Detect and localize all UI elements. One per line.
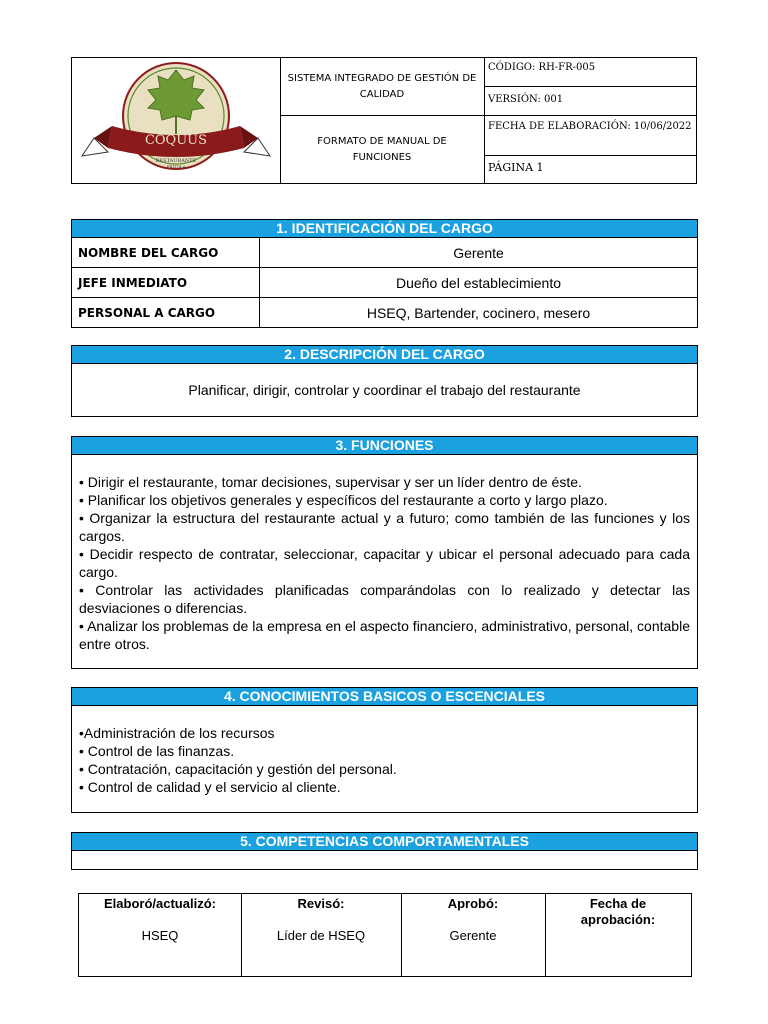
signature-header: Fecha de aprobación: xyxy=(580,896,656,927)
competencies-box xyxy=(71,851,698,870)
logo-cell xyxy=(72,58,281,183)
section4-title: 4. CONOCIMIENTOS BASICOS O ESCENCIALES xyxy=(71,687,698,706)
list-item: • Planificar los objetivos generales y específicos del restaurante a corto y largo plazo. xyxy=(79,492,608,508)
signature-header: Elaboró/actualizó: xyxy=(104,896,216,911)
row-label: NOMBRE DEL CARGO xyxy=(72,238,260,268)
page-number: PÁGINA 1 xyxy=(488,161,544,174)
elaboration-date: FECHA DE ELABORACIÓN: 10/06/2022 xyxy=(484,116,696,156)
signature-value: HSEQ xyxy=(141,928,179,943)
logo-name: COQUUS xyxy=(144,133,208,148)
document-header xyxy=(71,57,697,184)
document-code: CÓDIGO: RH-FR-005 xyxy=(484,58,696,87)
signature-value: Gerente xyxy=(449,928,497,943)
row-label: JEFE INMEDIATO xyxy=(72,268,260,298)
signature-header: Aprobó: xyxy=(447,896,499,911)
list-item: • Contratación, capacitación y gestión del personal. xyxy=(79,761,397,777)
description-text: Planificar, dirigir, controlar y coordinar el trabajo del restaurante xyxy=(188,382,581,398)
logo-subtitle-1: RESTAURANTE xyxy=(155,158,197,164)
list-item: • Dirigir el restaurante, tomar decisiones, supervisar y ser un líder dentro de éste. xyxy=(79,474,582,490)
signature-column xyxy=(401,894,546,976)
restaurant-logo xyxy=(72,58,280,183)
logo-subtitle-2: FRITOLA xyxy=(166,164,186,169)
section1-title: 1. IDENTIFICACIÓN DEL CARGO xyxy=(71,219,698,238)
functions-list xyxy=(71,455,698,669)
section2-title: 2. DESCRIPCIÓN DEL CARGO xyxy=(71,345,698,364)
list-item: • Controlar las actividades planificadas comparándolas con lo realizado y detectar las desviaciones o diferencias. xyxy=(79,582,690,616)
list-item: • Control de las finanzas. xyxy=(79,743,235,759)
row-value: HSEQ, Bartender, cocinero, mesero xyxy=(260,298,698,328)
system-title: SISTEMA INTEGRADO DE GESTIÓN DE CALIDAD xyxy=(280,58,484,116)
document-version: VERSIÓN: 001 xyxy=(484,87,696,116)
table-row xyxy=(72,238,698,268)
knowledge-list xyxy=(71,706,698,813)
signature-header: Revisó: xyxy=(297,896,345,911)
row-label: PERSONAL A CARGO xyxy=(72,298,260,328)
table-row xyxy=(72,298,698,328)
section5-title: 5. COMPETENCIAS COMPORTAMENTALES xyxy=(71,832,698,851)
list-item: • Analizar los problemas de la empresa en el aspecto financiero, administrativo, personal, contable entre otros. xyxy=(79,618,690,652)
table-row xyxy=(72,268,698,298)
format-title: FORMATO DE MANUAL DE FUNCIONES xyxy=(317,135,447,163)
signature-column xyxy=(241,894,402,976)
header-titles xyxy=(280,58,485,183)
list-item: • Decidir respecto de contratar, seleccionar, capacitar y ubicar el personal adecuado para cada cargo. xyxy=(79,546,690,580)
signature-column xyxy=(79,894,242,976)
row-value: Gerente xyxy=(260,238,698,268)
header-meta xyxy=(484,58,696,183)
list-item: • Organizar la estructura del restaurante actual y a futuro; como también de las funciones y los cargos. xyxy=(79,510,690,544)
list-item: •Administración de los recursos xyxy=(79,725,275,741)
section3-title: 3. FUNCIONES xyxy=(71,436,698,455)
description-box xyxy=(71,364,698,417)
list-item: • Control de calidad y el servicio al cliente. xyxy=(79,779,341,795)
signature-table xyxy=(78,893,692,977)
row-value: Dueño del establecimiento xyxy=(260,268,698,298)
identification-table xyxy=(71,237,698,328)
signature-value: Líder de HSEQ xyxy=(276,928,366,943)
signature-column xyxy=(545,894,691,976)
